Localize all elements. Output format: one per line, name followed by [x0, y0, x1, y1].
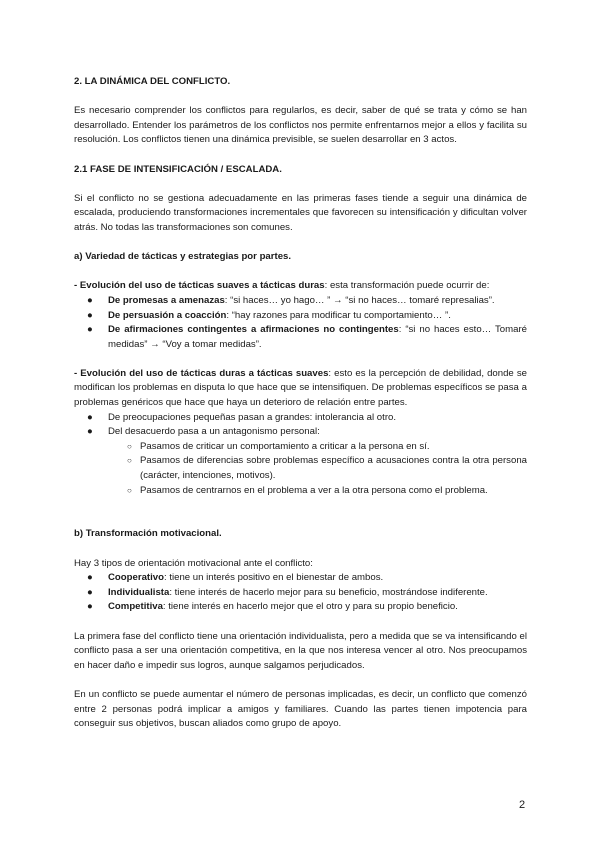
item-bold: De promesas a amenazas	[108, 294, 225, 306]
circle-bullet-icon: ○	[127, 441, 132, 451]
sub-list-item	[74, 484, 527, 499]
section-title: 2. LA DINÁMICA DEL CONFLICTO.	[74, 76, 231, 87]
item-bold: Cooperativo	[108, 572, 164, 584]
soft-to-hard-lead-rest: : esta transformación puede ocurrir de:	[324, 280, 490, 292]
soft-to-hard-list	[74, 294, 527, 352]
sub-list-item	[74, 440, 527, 455]
subitem-text: Pasamos de criticar un comportamiento a criticar a la persona en sí.	[140, 440, 430, 452]
sub-list-item	[74, 454, 527, 483]
soft-to-hard-lead	[74, 279, 527, 294]
item-text: : tiene interés en hacerlo mejor que el otro y para su propio beneficio.	[162, 601, 458, 613]
part-b-paragraph-2: En un conflicto se puede aumentar el número de personas implicadas, es decir, un conflicto que comenzó entre 2 personas podrá implicar a amigos y familiares. Cuando las partes tienen impotencia para conseguir sus objetivos, buscan aliados como grupo de apoyo.	[74, 688, 527, 730]
list-item	[74, 309, 527, 324]
item-text: Del desacuerdo pasa a un antagonismo personal:	[108, 426, 320, 438]
item-text: : tiene un interés positivo en el bienestar de ambos.	[163, 572, 384, 584]
bullet-icon: ●	[87, 294, 93, 306]
bullet-icon: ●	[87, 586, 93, 598]
hard-to-soft-lead	[74, 367, 527, 411]
subsection-title: 2.1 FASE DE INTENSIFICACIÓN / ESCALADA.	[74, 163, 282, 175]
item-bold: De afirmaciones contingentes a afirmaciones no contingentes	[108, 324, 399, 336]
page-content	[74, 75, 527, 732]
part-b-paragraph-1: La primera fase del conflicto tiene una orientación individualista, pero a medida que se va intensificando el conflicto pasa a ser una orientación competitiva, en la que nos interesa vencer al otro. Nos preocupamos en hacer daño e impedir sus logros, aunque salgamos perjudicados.	[74, 630, 527, 671]
bullet-icon: ●	[87, 426, 93, 438]
bullet-icon: ●	[87, 601, 93, 613]
list-item	[74, 586, 527, 601]
subitem-text: Pasamos de centrarnos en el problema a ver a la otra persona como el problema.	[140, 484, 488, 496]
subitem-text: Pasamos de diferencias sobre problemas específico a acusaciones contra la otra persona (carácter, intenciones, motivos).	[140, 455, 527, 482]
item-bold: Competitiva	[108, 601, 163, 613]
item-text: : “si haces… yo hago… ” → “si no haces… tomaré represalias”.	[224, 294, 495, 306]
list-item	[74, 294, 527, 309]
part-b-title: b) Transformación motivacional.	[74, 528, 222, 540]
list-item	[74, 600, 527, 615]
list-item	[74, 571, 527, 586]
hard-to-soft-lead-bold: - Evolución del uso de tácticas duras a tácticas suaves	[74, 367, 329, 379]
circle-bullet-icon: ○	[127, 485, 132, 495]
item-text: : “si no haces esto… Tomaré medidas” → “Voy a tomar medidas”.	[108, 324, 527, 350]
list-item	[74, 323, 527, 352]
hard-to-soft-lead-rest: : esto es la percepción de debilidad, donde se modifican los problemas en disputa lo que hace que se intensifiquen. De problemas específicos se pasa a problemas genéricos que hace que haya un deterioro de relación entre partes.	[74, 367, 527, 409]
bullet-icon: ●	[87, 572, 93, 584]
hard-to-soft-list	[74, 411, 527, 499]
motivation-list	[74, 571, 527, 615]
item-bold: Individualista	[108, 586, 170, 598]
page-number: 2	[519, 799, 526, 811]
part-a-title: a) Variedad de tácticas y estrategias por partes.	[74, 251, 292, 263]
section-intro: Es necesario comprender los conflictos para regularlos, es decir, saber de qué se trata y cómo se han desarrollado. Entender los parámetros de los conflictos nos permite enfrentarnos mejor a ellos y facilita su resolución. Los conflictos tienen una dinámica previsible, se suelen desarrollar en 3 actos.	[74, 105, 527, 146]
bullet-icon: ●	[87, 411, 93, 423]
part-b-intro: Hay 3 tipos de orientación motivacional ante el conflicto:	[74, 557, 313, 569]
bullet-icon: ●	[87, 309, 93, 321]
soft-to-hard-lead-bold: - Evolución del uso de tácticas suaves a tácticas duras	[74, 280, 325, 292]
list-item	[74, 411, 527, 426]
subsection-intro: Si el conflicto no se gestiona adecuadamente en las primeras fases tiende a seguir una dinámica de escalada, produciendo transformaciones incrementales que favorecen su intensificación y dificultan volver atrás. No todas las transformaciones son comunes.	[74, 192, 527, 233]
item-bold: De persuasión a coacción	[108, 309, 227, 321]
item-text: : “hay razones para modificar tu comportamiento… ”.	[226, 309, 451, 321]
list-item	[74, 425, 527, 440]
item-text: : tiene interés de hacerlo mejor para su beneficio, mostrándose indiferente.	[169, 586, 488, 598]
bullet-icon: ●	[87, 324, 93, 336]
circle-bullet-icon: ○	[127, 456, 132, 466]
item-text: De preocupaciones pequeñas pasan a grandes: intolerancia al otro.	[108, 411, 397, 423]
